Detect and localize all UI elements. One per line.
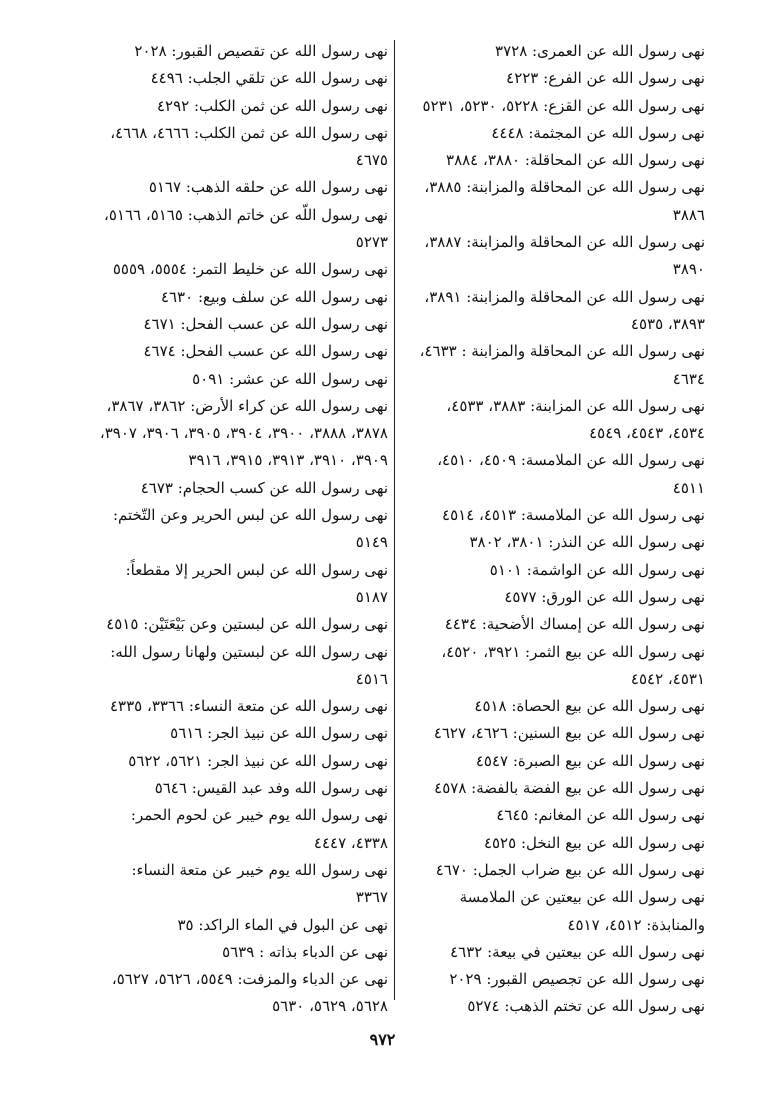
index-entry: نهى رسول الله عن المحاقلة والمزابنة: ٣٨٩١، ٣٨٩٣، ٤٥٣٥ — [424, 287, 705, 333]
index-entry: نهى رسول الله عن ثمن الكلب: ٤٦٦٦، ٤٦٦٨، ٤٦٧٥ — [110, 123, 388, 170]
column-divider — [394, 40, 395, 1000]
index-entry: نهى رسول الله عن بيع النخل: ٤٥٢٥ — [483, 833, 705, 852]
index-entry: نهى رسول الله عن الورق: ٤٥٧٧ — [504, 587, 705, 606]
index-entry: نهى رسول الله عن المحاقلة: ٣٨٨٠، ٣٨٨٤ — [446, 151, 705, 170]
index-entry: نهى رسول الله عن بيع الفضة بالفضة: ٤٥٧٨ — [434, 779, 705, 798]
index-entry: نهى رسول الله عن عسب الفحل: ٤٦٧٤ — [143, 342, 388, 361]
index-entry: نهى رسول الله عن تجصيص القبور: ٢٠٢٩ — [449, 970, 705, 989]
index-entry: نهى رسول الله عن تقصيص القبور: ٢٠٢٨ — [134, 42, 388, 60]
index-entry: نهى رسول الله عن المحاقلة والمزابنة: ٣٨٨٧، ٣٨٩٠ — [424, 233, 705, 279]
index-entry: نهى رسول الله عن بيع الثمر: ٣٩٢١، ٤٥٢٠، ٤٥٣١، ٤٥٤٢ — [441, 642, 705, 688]
index-entry: نهى رسول الله عن كسب الحجام: ٤٦٧٣ — [140, 478, 388, 497]
index-entry: نهى رسول الله وفد عبد القيس: ٥٦٤٦ — [154, 779, 388, 798]
index-entry: نهى رسول الله عن المغانم: ٤٦٤٥ — [496, 806, 705, 825]
right-column — [405, 38, 705, 1021]
index-entry: نهى رسول الله عن كراء الأرض: ٣٨٦٢، ٣٨٦٧، ٣٨٧٨، ٣٨٨٨، ٣٩٠٠، ٣٩٠٤، ٣٩٠٥، ٣٩٠٦، ٣٩٠٧، ٣٩٠٩، ٣٩١٠، ٣٩١٣، ٣٩١٥، ٣٩١٦ — [99, 396, 388, 470]
left-column — [98, 38, 388, 1021]
index-entry: نهى رسول الله عن خليط التمر: ٥٥٥٤، ٥٥٥٩ — [112, 260, 388, 279]
index-entry: نهى رسول الله عن المزابنة: ٣٨٨٣، ٤٥٣٣، ٤٥٣٤، ٤٥٤٣، ٤٥٤٩ — [446, 396, 705, 443]
index-entry: نهى رسول الله عن عشر: ٥٠٩١ — [192, 369, 388, 388]
index-entry: نهى رسول الله عن المحاقلة والمزابنة : ٤٦٣٣، ٤٦٣٤ — [419, 342, 705, 388]
index-entry: نهى رسول الله عن النذر: ٣٨٠١، ٣٨٠٢ — [469, 533, 705, 552]
index-entry: نهى رسول الله عن المحاقلة والمزابنة: ٣٨٨٥، ٣٨٨٦ — [424, 178, 705, 224]
index-entry: نهى رسول الله عن الملامسة: ٤٥١٣، ٤٥١٤ — [442, 506, 705, 525]
index-entry: نهى رسول الله عن العمرى: ٣٧٢٨ — [495, 42, 705, 60]
index-entry: نهى رسول الله عن متعة النساء: ٣٣٦٦، ٤٣٣٥ — [109, 697, 388, 716]
index-entry: نهى رسول الله عن تختم الذهب: ٥٢٧٤ — [467, 997, 705, 1016]
index-entry: نهى رسول الله عن الملامسة: ٤٥٠٩، ٤٥١٠، ٤٥١١ — [437, 451, 705, 497]
index-entry: نهى رسول الله يوم خيبر عن متعة النساء: ٣٣٦٧ — [131, 860, 388, 907]
index-entry: نهى رسول الله عن الواشمة: ٥١٠١ — [489, 560, 705, 579]
index-entry: نهى عن الدباء بذاته : ٥٦٣٩ — [222, 942, 388, 961]
index-entry: نهى رسول الله عن لبستين وعن بَيْعَتَيْن: ٤٥١٥ — [106, 615, 388, 634]
index-entry: نهى رسول الله عن لبستين ولهانا رسول الله: ٤٥١٦ — [110, 642, 388, 688]
index-entry: نهى رسول الله عن بيع الصبرة: ٤٥٤٧ — [475, 751, 705, 770]
index-entry: نهى رسول الله عن بيعتين عن الملامسة والمنابذة: ٤٥١٢، ٤٥١٧ — [459, 888, 705, 934]
index-entry: نهى رسول الله عن المجثمة: ٤٤٤٨ — [491, 123, 705, 142]
page-number: ٩٧٢ — [369, 1030, 396, 1049]
index-entry: نهى عن الدباء والمزفت: ٥٥٤٩، ٥٦٢٦، ٥٦٢٧، ٥٦٢٨، ٥٦٢٩، ٥٦٣٠ — [111, 970, 388, 1016]
index-entry: نهى رسول الله عن القزع: ٥٢٢٨، ٥٢٣٠، ٥٢٣١ — [422, 96, 705, 115]
index-entry: نهى رسول الله عن لبس الحرير إلا مقطعاً: ٥١٨٧ — [125, 560, 388, 606]
index-entry: نهى رسول الله عن ثمن الكلب: ٤٢٩٢ — [156, 96, 388, 115]
index-entry: نهى رسول الله يوم خيبر عن لحوم الحمر: ٤٣٣٨، ٤٤٤٧ — [130, 806, 388, 852]
index-entry: نهى رسول الله عن بيع الحصاة: ٤٥١٨ — [474, 697, 705, 716]
index-entry: نهى عن البول في الماء الراكد: ٣٥ — [177, 915, 388, 934]
index-entry: نهى رسول الله عن نبيذ الجر: ٥٦١٦ — [170, 724, 388, 743]
index-entry: نهى رسول الله عن لبس الحرير وعن التّختم: ٥١٤٩ — [112, 506, 388, 552]
index-entry: نهى رسول الله عن عسب الفحل: ٤٦٧١ — [143, 314, 388, 333]
index-entry: نهى رسول الله عن إمساك الأضحية: ٤٤٣٤ — [444, 615, 705, 634]
index-entry: نهى رسول الله عن حلقه الذهب: ٥١٦٧ — [148, 178, 388, 197]
index-entry: نهى رسول الله عن تلقي الجلب: ٤٤٩٦ — [150, 69, 388, 88]
index-entry: نهى رسول اللّه عن خاتم الذهب: ٥١٦٥، ٥١٦٦، ٥٢٧٣ — [104, 205, 388, 252]
index-entry: نهى رسول الله عن بيع السنين: ٤٦٢٦، ٤٦٢٧ — [433, 724, 705, 743]
index-entry: نهى رسول الله عن بيعتين في بيعة: ٤٦٣٢ — [450, 942, 705, 961]
index-entry: نهى رسول الله عن سلف وبيع: ٤٦٣٠ — [160, 287, 388, 306]
index-entry: نهى رسول الله عن بيع ضراب الجمل: ٤٦٧٠ — [435, 860, 705, 879]
index-entry: نهى رسول الله عن الفرع: ٤٢٢٣ — [506, 69, 705, 88]
index-entry: نهى رسول الله عن نبيذ الجر: ٥٦٢١، ٥٦٢٢ — [128, 751, 388, 770]
